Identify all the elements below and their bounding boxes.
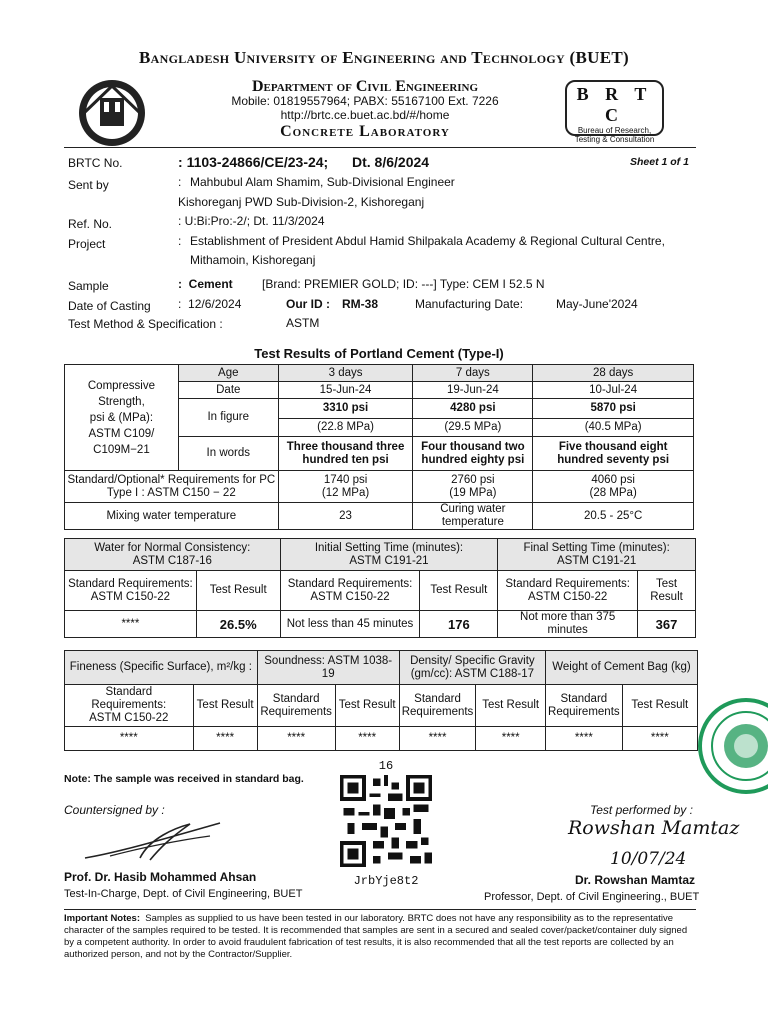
brtc-no-value-text: 1103-24866/CE/23-24; xyxy=(186,154,329,170)
mpa-28days: (40.5 MPa) xyxy=(533,419,694,437)
date-28days: 10-Jul-24 xyxy=(533,382,694,399)
words-3days-1: Three thousand three xyxy=(286,440,405,453)
phone-numbers: Mobile: 01819557964; PABX: 55167100 Ext. 7226 xyxy=(231,94,499,108)
countersigned-label: Countersigned by : xyxy=(64,803,165,817)
consistency-test-result-label: Test Result xyxy=(196,571,280,611)
ref-no-value: : U:Bi:Pro:-2/; Dt. 11/3/2024 xyxy=(178,214,325,228)
brtc-logo-text: B R T C xyxy=(576,84,653,125)
req-28days-psi: 4060 psi xyxy=(591,473,635,486)
age-7days: 7 days xyxy=(413,365,533,382)
date-label: Date xyxy=(178,382,278,399)
table1-title: Test Results of Portland Cement (Type-I) xyxy=(254,346,504,361)
brtc-no-value: : 1103-24866/CE/23-24; xyxy=(178,154,329,170)
initial-std-req xyxy=(280,571,420,611)
buet-logo-icon xyxy=(70,78,154,148)
mpa-3days: (22.8 MPa) xyxy=(278,419,413,437)
compressive-label-4: ASTM C109/ xyxy=(88,427,155,440)
mixing-water-value: 23 xyxy=(278,503,413,530)
req-7days-psi: 2760 psi xyxy=(451,473,495,486)
consistency-std-req-1: Standard Requirements: xyxy=(68,577,193,590)
compressive-strength-table xyxy=(64,364,694,530)
compressive-label xyxy=(65,365,179,471)
initial-title-2: ASTM C191-21 xyxy=(349,554,429,567)
soundness-test-result-label: Test Result xyxy=(335,685,399,727)
fineness-result-value: **** xyxy=(193,727,257,751)
sample-value: : Cement xyxy=(178,277,233,291)
fineness-std-req-1: Standard Requirements: xyxy=(91,686,167,711)
soundness-result-value: **** xyxy=(335,727,399,751)
final-title-2: ASTM C191-21 xyxy=(557,554,637,567)
qr-code-text: JrbYje8t2 xyxy=(353,874,419,888)
psi-3days: 3310 psi xyxy=(278,399,413,419)
words-28days-1: Five thousand eight xyxy=(558,440,668,453)
age-label: Age xyxy=(178,365,278,382)
right-signature-handwriting: Rowshan Mamtaz xyxy=(568,817,740,839)
density-req: Requirements xyxy=(401,705,474,718)
fineness-test-result-label: Test Result xyxy=(193,685,257,727)
brtc-date: Dt. 8/6/2024 xyxy=(352,154,430,170)
words-28days xyxy=(533,437,694,471)
weight-result-value: **** xyxy=(622,727,697,751)
req-28days xyxy=(533,471,694,503)
initial-std-req-1: Standard Requirements: xyxy=(287,577,413,590)
mfg-date-value: May-June'2024 xyxy=(556,297,638,311)
fineness-req-value: **** xyxy=(65,727,194,751)
requirements-label xyxy=(65,471,279,503)
date-7days: 19-Jun-24 xyxy=(413,382,533,399)
final-std-req-2: ASTM C150-22 xyxy=(528,590,608,603)
consistency-req-value: **** xyxy=(65,611,197,638)
density-title-2: (gm/cc): ASTM C188-17 xyxy=(410,667,535,680)
left-signature-icon xyxy=(80,818,230,866)
final-setting-title xyxy=(498,539,696,571)
our-id-value: RM-38 xyxy=(342,297,379,311)
mixing-water-label: Mixing water temperature xyxy=(65,503,279,530)
psi-28days: 5870 psi xyxy=(533,399,694,419)
req-3days-mpa: (12 MPa) xyxy=(321,486,370,499)
age-28days: 28 days xyxy=(533,365,694,382)
bag-note: Note: The sample was received in standard bag. xyxy=(64,773,304,785)
soundness-std-req xyxy=(257,685,335,727)
left-signatory-name: Prof. Dr. Hasib Mohammed Ahsan xyxy=(64,870,257,884)
brtc-logo xyxy=(565,80,664,144)
words-7days xyxy=(413,437,533,471)
req-28days-mpa: (28 MPa) xyxy=(589,486,637,499)
casting-label: Date of Casting xyxy=(68,299,151,313)
sent-by-line1: Mahbubul Alam Shamim, Sub-Divisional Engineer xyxy=(190,175,455,189)
footer-divider xyxy=(64,909,696,910)
important-notes-text: Samples as supplied to us have been tested in our laboratory. BRTC does not have any responsibility as to the representative character of the samples required to be tested. It is recommended that samples are sent in a secured and sealed cover/packet/container duly signed by a competent authority. In order to avoid fraudulent fabrication of test results, it is also recommended that all the test reports are collected by an authorized person, and not by the Contractor/Supplier. xyxy=(64,913,688,960)
consistency-result-value: 26.5% xyxy=(196,611,280,638)
curing-water-value: 20.5 - 25°C xyxy=(533,503,694,530)
department-seal-icon xyxy=(688,698,768,794)
age-3days: 3 days xyxy=(278,365,413,382)
consistency-std-req xyxy=(65,571,197,611)
sheet-number: Sheet 1 of 1 xyxy=(630,156,689,168)
compressive-label-2: Strength, xyxy=(98,395,145,408)
initial-title-1: Initial Setting Time (minutes): xyxy=(314,541,464,554)
project-colon: : xyxy=(178,234,182,248)
density-result-value: **** xyxy=(476,727,546,751)
fineness-std-req xyxy=(65,685,194,727)
sample-value-text: Cement xyxy=(188,277,233,291)
words-3days-2: hundred ten psi xyxy=(302,453,389,466)
university-name: Bangladesh University of Engineering and Technology (BUET) xyxy=(139,48,629,67)
date-3days: 15-Jun-24 xyxy=(278,382,413,399)
density-test-result-label: Test Result xyxy=(476,685,546,727)
sample-brand: [Brand: PREMIER GOLD; ID: ---] Type: CEM I 52.5 N xyxy=(262,277,545,291)
sent-by-colon: : xyxy=(178,175,182,189)
requirements-label-1: Standard/Optional* Requirements for PC xyxy=(67,473,276,486)
in-words-label: In words xyxy=(178,437,278,471)
initial-result-value: 176 xyxy=(420,611,498,638)
consistency-title xyxy=(65,539,281,571)
weight-std: Standard xyxy=(560,692,608,705)
project-label: Project xyxy=(68,237,106,251)
in-figure-label: In figure xyxy=(178,399,278,437)
density-std-req xyxy=(399,685,476,727)
words-7days-2: hundred eighty psi xyxy=(421,453,525,466)
brtc-logo-sub2: Testing & Consultation xyxy=(574,135,655,144)
soundness-std: Standard xyxy=(272,692,320,705)
right-signatory-name: Dr. Rowshan Mamtaz xyxy=(575,873,696,887)
psi-7days: 4280 psi xyxy=(413,399,533,419)
words-3days xyxy=(278,437,413,471)
initial-std-req-2: ASTM C150-22 xyxy=(310,590,390,603)
final-result-value: 367 xyxy=(638,611,696,638)
left-signatory-title: Test-In-Charge, Dept. of Civil Engineering, BUET xyxy=(64,888,303,900)
soundness-req-value: **** xyxy=(257,727,335,751)
sent-by-label: Sent by xyxy=(68,178,109,192)
final-std-req-1: Standard Requirements: xyxy=(505,577,630,590)
project-line2: Mithamoin, Kishoreganj xyxy=(190,253,316,267)
req-3days xyxy=(278,471,413,503)
mpa-7days: (29.5 MPa) xyxy=(413,419,533,437)
mfg-date-label: Manufacturing Date: xyxy=(415,297,524,311)
weight-req-value: **** xyxy=(546,727,623,751)
compressive-label-5: C109M−21 xyxy=(93,443,150,456)
right-signatory-title: Professor, Dept. of Civil Engineering., BUET xyxy=(484,891,700,903)
project-line1: Establishment of President Abdul Hamid Shilpakala Academy & Regional Cultural Centre, xyxy=(190,234,665,248)
fineness-std-req-2: ASTM C150-22 xyxy=(89,712,169,724)
fineness-title: Fineness (Specific Surface), m²/kg : xyxy=(65,651,258,685)
sent-by-line2: Kishoreganj PWD Sub-Division-2, Kishoreganj xyxy=(178,195,425,209)
req-7days xyxy=(413,471,533,503)
test-performed-label: Test performed by : xyxy=(590,803,693,817)
words-28days-2: hundred seventy psi xyxy=(557,453,670,466)
soundness-title: Soundness: ASTM 1038-19 xyxy=(257,651,399,685)
consistency-title-1: Water for Normal Consistency: xyxy=(94,541,251,554)
req-3days-psi: 1740 psi xyxy=(323,473,368,486)
important-notes-label: Important Notes: xyxy=(64,913,140,924)
ref-no-label: Ref. No. xyxy=(68,217,113,231)
department-name: Department of Civil Engineering xyxy=(251,78,479,95)
final-test-result-label: Test Result xyxy=(638,571,696,611)
weight-req: Requirements xyxy=(548,705,620,718)
weight-std-req xyxy=(546,685,623,727)
weight-test-result-label: Test Result xyxy=(622,685,697,727)
qr-number: 16 xyxy=(378,759,394,773)
right-signature-date: 10/07/24 xyxy=(610,849,687,869)
important-notes xyxy=(64,913,696,961)
qr-code-icon[interactable] xyxy=(340,775,432,867)
density-req-value: **** xyxy=(399,727,476,751)
our-id-label: Our ID : xyxy=(286,297,330,311)
physical-properties-table xyxy=(64,650,698,751)
method-label: Test Method & Specification : xyxy=(68,317,223,331)
words-7days-1: Four thousand two xyxy=(421,440,525,453)
brtc-logo-sub1: Bureau of Research, xyxy=(577,126,652,135)
soundness-req: Requirements xyxy=(260,705,332,718)
curing-water-label: Curing water temperature xyxy=(413,503,533,530)
sample-label: Sample xyxy=(68,279,109,293)
lab-name: Concrete Laboratory xyxy=(280,123,450,140)
density-title xyxy=(399,651,545,685)
method-value: ASTM xyxy=(286,316,320,330)
initial-req-value: Not less than 45 minutes xyxy=(280,611,420,638)
ref-no-value-text: U:Bi:Pro:-2/; Dt. 11/3/2024 xyxy=(184,214,325,228)
casting-value: : 12/6/2024 xyxy=(178,297,242,311)
bag-weight-title: Weight of Cement Bag (kg) xyxy=(546,651,698,685)
density-std: Standard xyxy=(414,692,461,705)
consistency-title-2: ASTM C187-16 xyxy=(132,554,212,567)
website-link[interactable]: http://brtc.ce.buet.ac.bd/#/home xyxy=(280,108,450,122)
header-divider xyxy=(64,147,696,148)
final-title-1: Final Setting Time (minutes): xyxy=(523,541,670,554)
compressive-label-3: psi & (MPa): xyxy=(89,411,154,424)
requirements-label-2: Type I : ASTM C150 − 22 xyxy=(106,486,236,499)
req-7days-mpa: (19 MPa) xyxy=(449,486,497,499)
consistency-std-req-2: ASTM C150-22 xyxy=(90,590,171,603)
brtc-no-label: BRTC No. xyxy=(68,156,123,170)
density-title-1: Density/ Specific Gravity xyxy=(410,654,535,667)
final-req-value: Not more than 375 minutes xyxy=(498,611,638,638)
initial-setting-title xyxy=(280,539,498,571)
compressive-label-1: Compressive xyxy=(87,379,155,392)
final-std-req xyxy=(498,571,638,611)
initial-test-result-label: Test Result xyxy=(420,571,498,611)
casting-value-text: 12/6/2024 xyxy=(188,297,242,311)
setting-time-table xyxy=(64,538,696,638)
